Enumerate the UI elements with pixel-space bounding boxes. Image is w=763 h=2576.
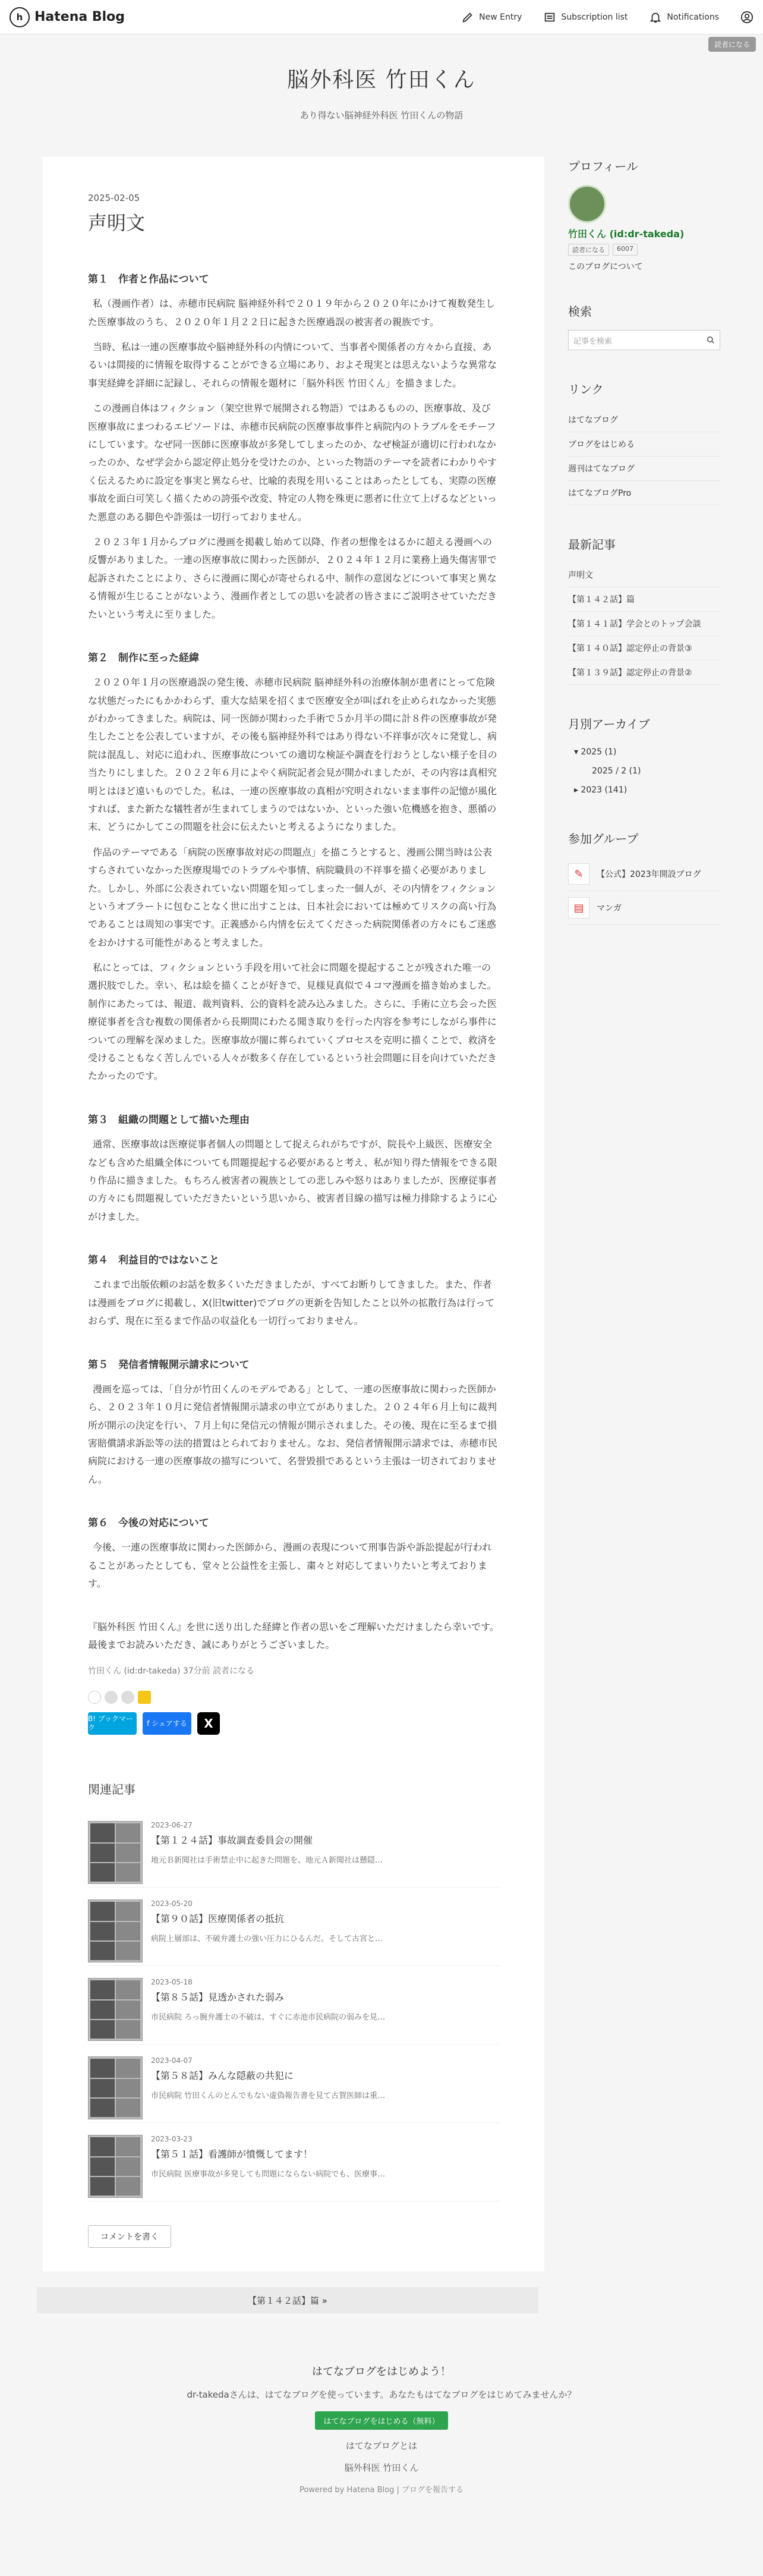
- related-title[interactable]: 【第９０話】医療関係者の抵抗: [151, 1913, 285, 1925]
- global-header: [0, 0, 763, 34]
- related-entry[interactable]: [88, 1888, 499, 1966]
- thumbnail-panel: [90, 1942, 115, 1960]
- search-icon[interactable]: [707, 336, 715, 344]
- group-icon: ▤: [568, 897, 589, 919]
- section-paragraph: これまで出版依頼のお話を数多くいただきましたが、すべてお断りしてきました。また、作者は漫画をブログに掲載し、X(旧twitter)でブログの更新を告知したこと以外の拡散行為は行っておらず、現在に至るまで作品の収益化も一切行っておりません。: [88, 1279, 495, 1327]
- write-comment-button[interactable]: コメントを書く: [88, 2225, 171, 2248]
- section-heading: 第４ 利益目的ではないこと: [88, 1254, 219, 1267]
- thumbnail-panel: [90, 1863, 115, 1882]
- footer-blog-link[interactable]: 脳外科医 竹田くん: [344, 2462, 419, 2474]
- footer-lead: はてなブログをはじめよう！: [312, 2366, 451, 2379]
- section-paragraph: この漫画自体はフィクション（架空世界で展開される物語）ではあるものの、医療事故、及び医療事故にまつわるエピソードは、赤穂市民病院の医療事故事件と病院内のトラブルをモチーフにしています。なぜ同一医師に医療事故が多発してしまったのか、なぜ検証が適切に行われなかったのか、なぜ学会から認定停止処分を受けたのか、といった物語のテーマを読者にわかりやすく伝えるために設定を事実と異ならせ、比喩的表現を用いることはあったとしても、実際の医療事故を面白可笑しく描くための誇張や改変、特定の人物を殊更に悪者に仕立て上げるなどといった悪意のある脚色や詐張は一切行っておりません。: [88, 402, 497, 523]
- add-star-icon[interactable]: [88, 1691, 101, 1704]
- follow-badge[interactable]: 読者になる: [568, 244, 609, 256]
- footer-desc: dr-takedaさんは、はてなブログを使っています。あなたもはてなブログをはじめてみませんか？: [187, 2389, 576, 2401]
- related-title[interactable]: 【第５８話】みんな隠蔽の共犯に: [151, 2070, 294, 2082]
- entry-date[interactable]: 2025-02-05: [88, 193, 140, 203]
- article-section: [88, 270, 499, 624]
- entry-content: [88, 270, 499, 1593]
- recent-entry-link[interactable]: 【第１４２話】篇: [568, 587, 720, 612]
- section-heading: 第１ 作者と作品について: [88, 273, 209, 285]
- thumbnail-panel: [90, 2137, 115, 2156]
- related-date: 2023-05-20: [151, 1899, 193, 1908]
- site-footer: [0, 2363, 763, 2495]
- thumbnail-panel: [90, 1902, 115, 1920]
- star-user-avatar[interactable]: [121, 1691, 134, 1704]
- related-thumbnail[interactable]: [88, 2056, 143, 2119]
- new-entry-link[interactable]: [461, 11, 522, 24]
- thumbnail-panel: [116, 1902, 140, 1920]
- related-date: 2023-03-23: [151, 2135, 193, 2144]
- next-entry-pager[interactable]: 【第１４２話】篇 »: [37, 2287, 538, 2313]
- section-paragraph: 今後、一連の医療事故に関わった医師から、漫画の表現について刑事告訴や訴訟提起が行われることがあったとしても、堂々と公益性を主張し、粛々と対応してまいりたいと考えております。: [88, 1542, 492, 1590]
- archive-heading: 月別アーカイブ: [568, 717, 650, 731]
- thumbnail-panel: [90, 1980, 115, 1999]
- article-section: [88, 1111, 499, 1226]
- x-icon: X: [204, 1716, 213, 1731]
- thumbnail-panel: [116, 1844, 140, 1862]
- article-section: [88, 1514, 499, 1593]
- thumbnail-panel: [90, 1922, 115, 1940]
- about-blog-link[interactable]: このブログについて: [568, 262, 643, 272]
- pencil-icon: [461, 11, 474, 24]
- thumbnail-panel: [116, 2177, 140, 2196]
- hatena-bookmark-label: B! ブックマーク: [88, 1714, 134, 1732]
- article-section: [88, 1251, 499, 1330]
- thumbnail-panel: [90, 1844, 115, 1862]
- search-input[interactable]: [568, 330, 720, 350]
- thumbnail-panel: [90, 2079, 115, 2097]
- recent-module: [568, 535, 720, 685]
- star-reactions[interactable]: [88, 1691, 499, 1704]
- hatena-bookmark-button[interactable]: [88, 1712, 137, 1735]
- section-heading: 第５ 発信者情報開示請求について: [88, 1358, 250, 1371]
- links-heading: リンク: [568, 382, 604, 397]
- search-placeholder: 記事を検索: [573, 336, 613, 346]
- sidebar-link[interactable]: はてなブログ: [568, 408, 720, 432]
- thumbnail-panel: [116, 2157, 140, 2176]
- related-desc: 市民病院 医療事故が多発しても問題にならない病院でも、医療事…: [151, 2170, 386, 2179]
- thumbnail-panel: [90, 2157, 115, 2176]
- profile-name[interactable]: 竹田くん (id:dr-takeda): [568, 228, 685, 240]
- related-thumbnail[interactable]: [88, 2135, 143, 2198]
- logo-text: Hatena Blog: [34, 10, 125, 24]
- facebook-share-button[interactable]: [143, 1712, 191, 1735]
- group-label: 【公式】2023年開設ブログ: [597, 870, 701, 879]
- archive-item[interactable]: 2025 / 2 (1): [592, 766, 641, 776]
- group-module: [568, 829, 720, 925]
- related-desc: 地元Ｂ新聞社は手術禁止中に起きた問題を、地元Ａ新聞社は懸隠…: [151, 1856, 383, 1866]
- hatena-logo-icon: h: [10, 7, 30, 27]
- related-entry[interactable]: [88, 2045, 499, 2123]
- thumbnail-panel: [116, 2099, 140, 2117]
- notifications-label: Notifications: [667, 12, 719, 22]
- section-heading: 第２ 制作に至った経緯: [88, 652, 199, 664]
- related-date: 2023-04-07: [151, 2056, 193, 2065]
- follower-count: 6007: [613, 244, 638, 256]
- related-entries: [88, 1780, 499, 2201]
- blog-title[interactable]: 脳外科医 竹田くん: [287, 68, 476, 92]
- related-thumbnail[interactable]: [88, 1978, 143, 2041]
- related-thumbnail[interactable]: [88, 1821, 143, 1884]
- user-menu-button[interactable]: [740, 11, 753, 24]
- star-user-avatar[interactable]: [105, 1691, 118, 1704]
- related-title[interactable]: 【第５１話】看護師が憤慨してます！: [151, 2149, 313, 2160]
- group-label: マンガ: [597, 904, 622, 913]
- recent-heading: 最新記事: [568, 537, 616, 552]
- thumbnail-panel: [116, 1942, 140, 1960]
- group-item[interactable]: [568, 857, 720, 891]
- related-title[interactable]: 【第８５話】見透かされた弱み: [151, 1992, 285, 2003]
- section-heading: 第３ 組織の問題として描いた理由: [88, 1114, 250, 1126]
- archive-item[interactable]: ▸ 2023 (141): [574, 785, 628, 795]
- related-desc: 病院上層部は、不破弁護士の強い圧力にひるんだ。そして古宮と…: [151, 1935, 383, 1944]
- sidebar-link[interactable]: ブログをはじめる: [568, 432, 720, 457]
- recent-entry-link[interactable]: 【第１４１話】学会とのトップ会談: [568, 612, 720, 636]
- thumbnail-panel: [90, 2099, 115, 2117]
- related-title[interactable]: 【第１２４話】事故調査委員会の開催: [151, 1835, 313, 1847]
- hatena-blog-logo[interactable]: [10, 7, 125, 27]
- thumbnail-panel: [90, 2020, 115, 2039]
- thumbnail-panel: [90, 2177, 115, 2196]
- thumbnail-panel: [116, 2001, 140, 2019]
- blog-subtitle: あり得ない脳神経外科医 竹田くんの物語: [299, 110, 464, 121]
- group-icon: ✎: [568, 863, 589, 885]
- profile-avatar[interactable]: [568, 185, 606, 223]
- related-entry[interactable]: [88, 2123, 499, 2201]
- related-entry[interactable]: [88, 1809, 499, 1888]
- start-blog-button[interactable]: はてなブログをはじめる（無料）: [315, 2411, 447, 2430]
- section-paragraph: 当時、私は一連の医療事故や脳神経外科の内情について、当事者や関係者の方々から直接、あるいは間接的に情報を取得することができる立場にあり、およそ現実とは思えないような異常な事実経緯を詳細に記録し、それらの情報を題材に「脳外科医 竹田くん」を描きました。: [88, 341, 497, 389]
- section-paragraph: ２０２０年１月の医療過誤の発生後、赤穂市民病院 脳神経外科の治療体制が患者にとって危険な状態だったにもかかわらず、重大な結果を招くまで医療安全が叫ばれを止められなかった実態がわかってきました。病院は、同一医師が関わった手術で５か月半の間に計８件の医療事故が発生したことを公表していますが、その後も脳神経外科ではあり得ない不祥事が次々に発覚し、病院は混乱し、対応に追われ、医療事故についての適切な検証や調査を行おうとしない様子を目の当たりにしました。２０２２年６月によやく病院記者会見が開かれましたが、その内容は真相究明とはほど遠いものでした。私は、一連の医療事故の真相が究明されないまま事件の記憶が風化すれば、また新たな犠牲者が生まれてしまうのではないか、といった強い危機感を抱き、悪循の末、どうにかしてこの問題を社会に伝えたいと考えるようになりました。: [88, 677, 497, 833]
- section-paragraph: 私（漫画作者）は、赤穂市民病院 脳神経外科で２０１９年から２０２０年にかけて複数発生した医療事故のうち、２０２０年１月２２日に起きた医療過誤の被害者の親族です。: [88, 298, 496, 328]
- thumbnail-panel: [116, 2079, 140, 2097]
- thumbnail-panel: [90, 1823, 115, 1842]
- related-date: 2023-06-27: [151, 1821, 193, 1830]
- links-module: [568, 380, 720, 505]
- blog-title-area: [0, 34, 763, 121]
- section-heading: 第６ 今後の対応について: [88, 1517, 209, 1530]
- archive-module: [568, 715, 720, 800]
- profile-heading: プロフィール: [568, 159, 638, 174]
- recent-entry-link[interactable]: 【第１４０話】認定停止の背景③: [568, 636, 720, 660]
- bell-icon: [649, 11, 662, 24]
- new-entry-label: New Entry: [479, 12, 522, 22]
- archive-item[interactable]: ▾ 2025 (1): [574, 747, 617, 757]
- thumbnail-panel: [116, 1922, 140, 1940]
- subscription-link[interactable]: [543, 11, 628, 24]
- thumbnail-panel: [116, 2020, 140, 2039]
- share-buttons: [88, 1712, 499, 1735]
- sidebar-link[interactable]: 週刊はてなブログ: [568, 457, 720, 481]
- thumbnail-panel: [116, 2137, 140, 2156]
- recent-entry-link[interactable]: 声明文: [568, 563, 720, 587]
- entry-footer: 竹田くん (id:dr-takeda) 37分前 読者になる: [88, 1666, 255, 1677]
- about-hatena-blog-link[interactable]: はてなブログとは: [345, 2440, 418, 2452]
- sidebar: [568, 157, 720, 2272]
- group-item[interactable]: [568, 891, 720, 925]
- thumbnail-panel: [90, 2001, 115, 2019]
- thumbnail-panel: [90, 2059, 115, 2077]
- related-entry[interactable]: [88, 1966, 499, 2045]
- powered-by[interactable]: Powered by Hatena Blog | ブログを報告する: [299, 2486, 464, 2495]
- thumbnail-panel: [116, 1823, 140, 1842]
- related-date: 2023-05-18: [151, 1978, 193, 1987]
- search-heading: 検索: [568, 304, 592, 319]
- notifications-link[interactable]: [649, 11, 719, 24]
- related-thumbnail[interactable]: [88, 1899, 143, 1962]
- section-paragraph: 作品のテーマである「病院の医療事故対応の問題点」を描こうとすると、漫画公開当時は公表すらされていなかった医療現場でのトラブルや事情、病院職員の不祥事を描く必要がありました。しかし、外部に公表されていない問題を知ってしまった一個人が、その内情をフィクションというオブラートに包むことなく世に出すことは、日本社会においては極めてリスクの高い行為であることは周知の事実です。正義感から内情を伝えてくださった病院関係者の方々にもご迷惑をおかけする可能性があると考えました。: [88, 846, 497, 948]
- article-section: [88, 649, 499, 1086]
- list-icon: [543, 11, 556, 24]
- recent-entry-link[interactable]: 【第１３９話】認定停止の背景②: [568, 660, 720, 685]
- section-paragraph: 私にとっては、フィクションという手段を用いて社会に問題を提起することが残された唯一の選択肢でした。幸い、私は絵を描くことが好きで、見様見真似で４コマ漫画を描き始めました。制作にあたっては、報道、裁判資料、公的資料を読み込みました。さらに、手術に立ち会った医療従事者を含む複数の関係者から長期間にわたる聞き取りを行った内容を参考にしながら事件についての理解を深めました。医療事故が闇に葬られていくプロセスを克明に描くことで、救済を受けることもなく苦しんでいる人々が数多く存在しているという社会問題に目を向けていただきたかったのです。: [88, 962, 497, 1082]
- article-section: [88, 1355, 499, 1489]
- follow-button[interactable]: 読者になる: [708, 37, 756, 52]
- thumbnail-panel: [116, 2059, 140, 2077]
- entry-title[interactable]: 声明文: [88, 212, 146, 234]
- sidebar-link[interactable]: はてなブログPro: [568, 481, 720, 505]
- section-paragraph: ２０２３年１月からブログに漫画を掲載し始めて以降、作者の想像をはるかに超える漫画への反響がありました。一連の医療事故に関わった医師が、２０２４年１２月に業務上過失傷害罪で起訴されたことにより、さらに漫画に関心が寄せられる中、制作の意図などについて事実と異なる情報が生じることがないよう、漫画作者としての思いを読者の皆さまにご説明させていただきたいという考えに至りました。: [88, 536, 497, 620]
- related-desc: 市民病院 竹田くんのとんでもない虚偽報告書を見て古賀医師は重…: [151, 2091, 386, 2101]
- main-article: [43, 157, 544, 2272]
- search-module: [568, 302, 720, 350]
- thumbnail-panel: [116, 1980, 140, 1999]
- closing-paragraph: 『脳外科医 竹田くん』を世に送り出した経緯と作者の思いをご理解いただけましたら幸いです。最後までお読みいただき、誠にありがとうございました。: [88, 1621, 499, 1651]
- user-icon: [740, 11, 753, 24]
- facebook-share-label: f シェアする: [147, 1719, 187, 1728]
- section-paragraph: 通常、医療事故は医療従事者個人の問題として捉えられがちですが、院長や上級医、医療安全なども含めた組織全体についても問題提起する必要があると考え、私が知り得た情報をできる限り作品に描きました。もちろん被害者の親族としての悲しみや怒りはありましたが、医療従事者の方々にも問題視していただきたいという思いから、被害者目線の描写は極力排除するように心がけました。: [88, 1138, 497, 1222]
- group-heading: 参加グループ: [568, 832, 639, 846]
- related-desc: 市民病院 ろっ腕弁護士の不破は、すぐに赤池市民病院の弱みを見…: [151, 2013, 386, 2023]
- star-icon: [138, 1691, 151, 1704]
- related-heading: 関連記事: [88, 1782, 135, 1797]
- section-paragraph: 漫画を巡っては、「自分が竹田くんのモデルである」として、一連の医療事故に関わった医師から、２０２３年１０月に発信者情報開示請求の申立てがありました。２０２４年６月上旬に裁判所が開示の決定を行い、７月上旬に発信元の情報が開示されました。その後、現在に至るまで損害賠償請求訴訟等の法的措置はとられておりません。なお、発信者情報開示請求では、赤穂市民病院における一連の医療事故の描写について、名誉毀損であるという主張は一切されておりません。: [88, 1383, 497, 1485]
- subscription-label: Subscription list: [561, 12, 628, 22]
- profile-module: [568, 157, 720, 272]
- thumbnail-panel: [116, 1863, 140, 1882]
- x-share-button[interactable]: [197, 1712, 220, 1735]
